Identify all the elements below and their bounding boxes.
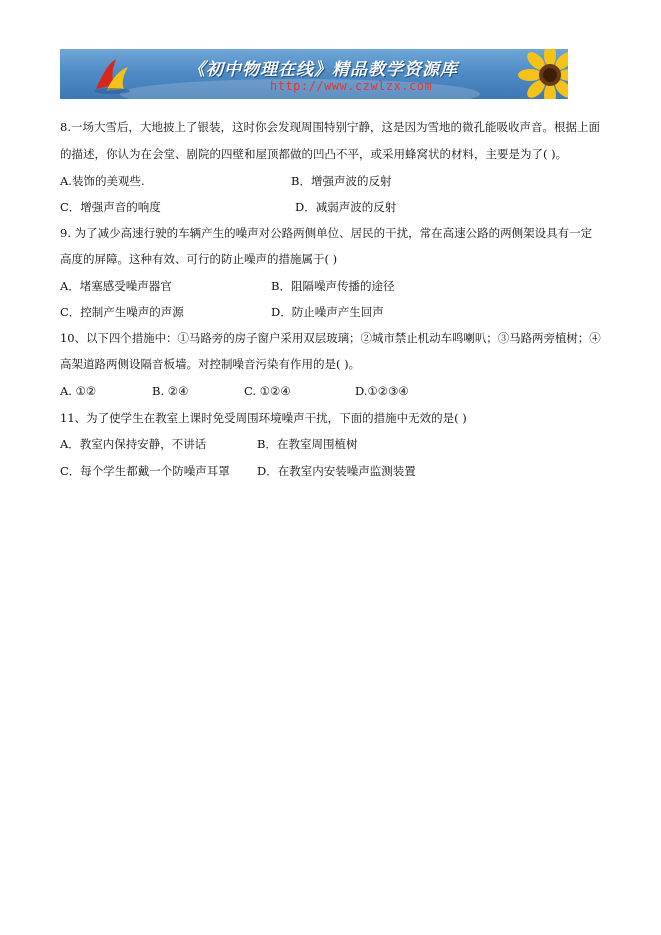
banner-url[interactable]: http://www.czwlzx.com [270,79,433,93]
q8-line1: 8.一场大雪后，大地披上了银装，这时你会发现周围特别宁静，这是因为雪地的微孔能吸收声音。根据上面 [60,120,600,134]
q10-option-b: B. ②④ [152,384,189,398]
q9-option-a: A．堵塞感受噪声器官 [60,279,172,293]
q10-option-a: A. ①② [60,384,97,398]
q9-line1: 9. 为了减少高速行驶的车辆产生的噪声对公路两侧单位、居民的干扰，常在高速公路的两侧架设具有一定 [60,226,593,240]
q11-option-d: D．在教室内安装噪声监测装置 [257,464,416,478]
sunflower-icon [518,49,568,99]
q9-option-d: D．防止噪声产生回声 [271,305,384,319]
q8-option-a: A.装饰的美观些. [60,174,145,188]
q10-line1: 10、以下四个措施中：①马路旁的房子窗户采用双层玻璃；②城市禁止机动车鸣喇叭；③马路两旁植树；④ [60,331,601,345]
q11-option-c: C．每个学生都戴一个防噪声耳罩 [60,464,230,478]
q8-line2: 的描述，你认为在会堂、剧院的四壁和屋顶都做的凹凸不平，或采用蜂窝状的材料，主要是为了( )。 [60,147,568,161]
q11-line1: 11、为了使学生在教室上课时免受周围环境噪声干扰，下面的措施中无效的是( ) [60,411,467,425]
q8-option-c: C．增强声音的响度 [60,200,161,214]
q11-option-b: B．在教室周围植树 [257,437,358,451]
q8-option-d: D．减弱声波的反射 [295,200,397,214]
site-logo-icon [92,55,134,95]
q10-option-c: C. ①②④ [244,384,291,398]
banner-title: 《初中物理在线》精品教学资源库 [188,60,458,80]
q11-option-a: A．教室内保持安静，不讲话 [60,437,207,451]
q9-option-b: B．阻隔噪声传播的途径 [271,279,395,293]
header-banner [60,49,568,99]
q9-option-c: C．控制产生噪声的声源 [60,305,184,319]
q9-line2: 高度的屏障。这种有效、可行的防止噪声的措施属于( ) [60,252,338,266]
q8-option-b: B．增强声波的反射 [291,174,392,188]
q10-line2: 高架道路两侧设隔音板墙。对控制噪音污染有作用的是( )。 [60,357,361,371]
q10-option-d: D.①②③④ [355,384,409,398]
